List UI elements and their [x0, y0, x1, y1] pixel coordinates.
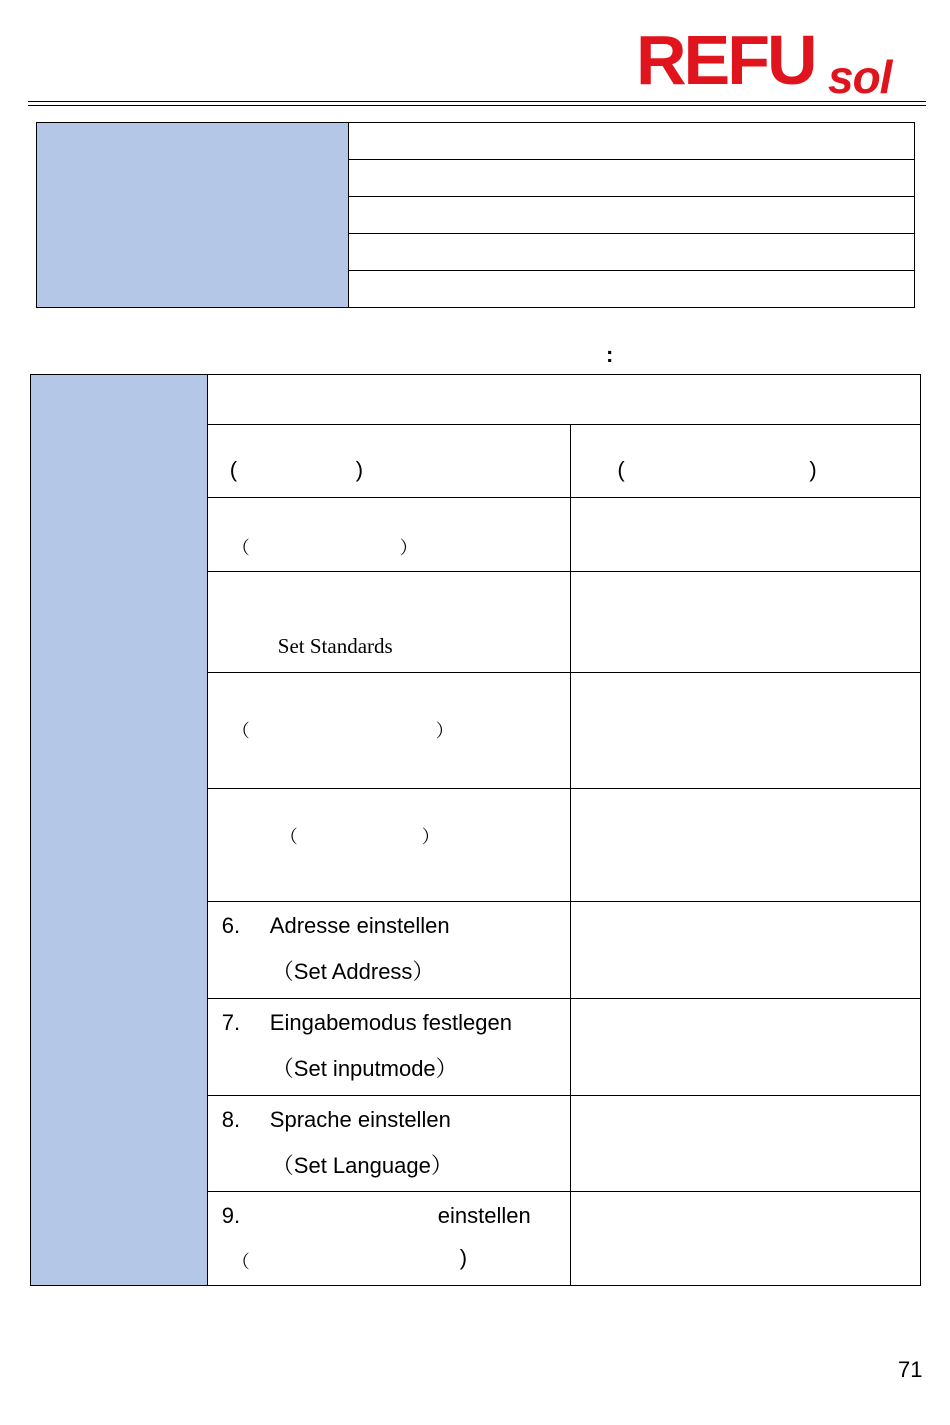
settings-value-cell: [571, 999, 921, 1096]
settings-value-cell: [571, 789, 921, 902]
settings-table: [30, 374, 921, 1286]
settings-item-cell: [207, 789, 571, 902]
close-paren: ）: [435, 721, 454, 741]
close-paren: ）: [399, 538, 418, 558]
settings-item-cell: [207, 1096, 571, 1192]
table-row: [31, 375, 921, 425]
open-paren: （: [231, 1252, 250, 1272]
top-table: [36, 122, 915, 308]
settings-label-cell: [31, 375, 208, 1286]
item-title: Adresse einstellen: [269, 913, 450, 938]
item-number: 6.: [221, 913, 241, 938]
open-paren: （: [231, 721, 250, 741]
settings-item-cell: [207, 673, 571, 789]
header-rule-top: [28, 101, 926, 102]
item-title: Sprache einstellen: [269, 1107, 451, 1132]
settings-item-cell: [207, 1192, 571, 1286]
refusol-logo: [636, 21, 916, 103]
close-paren: ): [459, 1245, 468, 1270]
set-standards-label: Set Standards: [277, 634, 393, 658]
settings-item-cell: [207, 999, 571, 1096]
settings-item-cell: [207, 425, 571, 498]
item-number: 8.: [221, 1107, 241, 1132]
settings-value-cell: [571, 572, 921, 673]
item-title: einstellen: [437, 1203, 531, 1228]
close-paren: ）: [421, 827, 440, 847]
open-paren: (: [617, 457, 625, 482]
item-number: 7.: [221, 1010, 241, 1035]
item-subtitle: （Set Language）: [271, 1153, 453, 1178]
top-table-cell: [348, 123, 914, 160]
settings-value-cell: [571, 498, 921, 572]
open-paren: （: [231, 538, 250, 558]
item-subtitle: （Set Address）: [271, 959, 435, 984]
logo-main-text: REFU: [636, 21, 815, 99]
close-paren: ): [355, 457, 364, 482]
settings-item-cell: [207, 902, 571, 999]
open-paren: （: [279, 827, 298, 847]
logo-sub-text: sol: [828, 51, 892, 103]
section-marker: :: [606, 342, 614, 367]
top-table-cell: [348, 160, 914, 197]
item-title: Eingabemodus festlegen: [269, 1010, 512, 1035]
settings-item-cell: [207, 572, 571, 673]
item-number: 9.: [221, 1203, 241, 1228]
top-table-label-cell: [37, 123, 349, 308]
open-paren: (: [229, 457, 238, 482]
settings-header-cell: [207, 375, 920, 425]
item-subtitle: （Set inputmode）: [271, 1056, 458, 1081]
settings-value-cell: [571, 425, 921, 498]
settings-value-cell: [571, 673, 921, 789]
settings-item-cell: [207, 498, 571, 572]
header-rule-bottom: [28, 105, 926, 106]
top-table-cell: [348, 197, 914, 234]
close-paren: ): [809, 457, 817, 482]
page-number: 71: [898, 1357, 923, 1382]
top-table-cell: [348, 234, 914, 271]
table-row: [37, 123, 915, 160]
settings-value-cell: [571, 902, 921, 999]
settings-value-cell: [571, 1096, 921, 1192]
top-table-cell: [348, 271, 914, 308]
settings-value-cell: [571, 1192, 921, 1286]
